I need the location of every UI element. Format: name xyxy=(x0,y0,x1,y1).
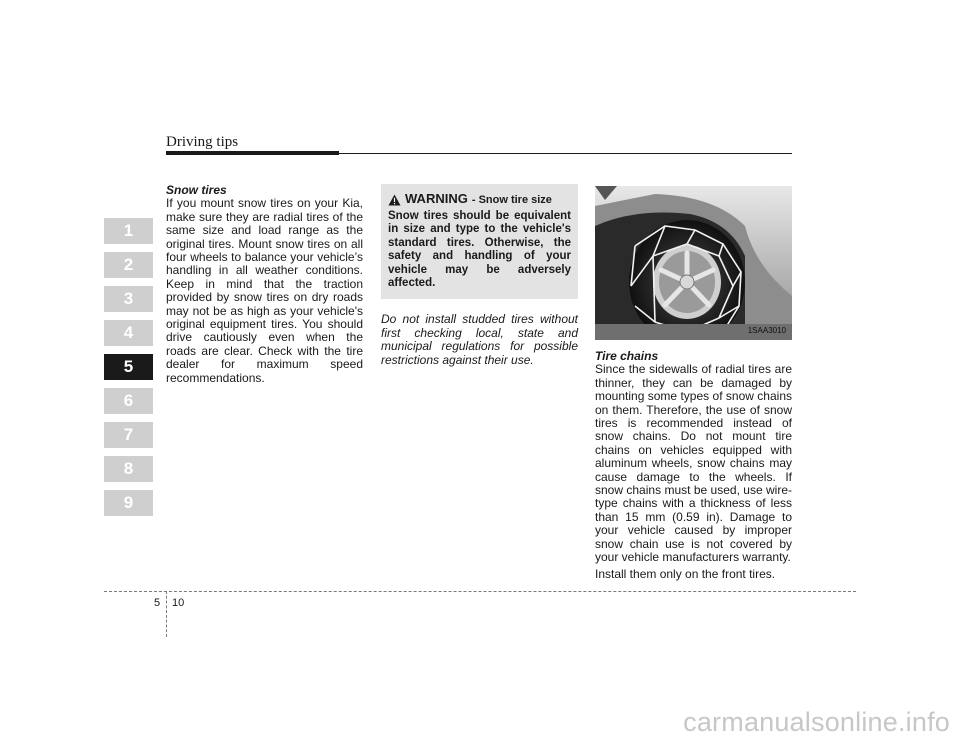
tire-chains-heading: Tire chains xyxy=(595,349,659,363)
tire-chains-body: Since the sidewalls of radial tires are thinner, they can be damaged by mounting some types of snow chains on them. Therefore, the use of snow tires is recommended instead of snow chains. Do not mount tire chains on vehicles equipped with aluminum wheels, snow chains may cause damage to the wheels. If snow chains must be used, use wire-type chains with a thickness of less than 15 mm (0.59 in). Damage to your vehicle caused by improper snow chain use is not covered by your vehicle manufacturers warranty. xyxy=(595,362,792,565)
studded-tires-note: Do not install studded tires without first checking local, state and municipal regulations for possible restrictions against their use. xyxy=(381,312,578,367)
footer-vertical-divider xyxy=(166,591,167,637)
snow-tires-heading: Snow tires xyxy=(166,183,227,197)
chapter-tab-9[interactable]: 9 xyxy=(104,490,153,516)
chapter-tab-6[interactable]: 6 xyxy=(104,388,153,414)
watermark: carmanualsonline.info xyxy=(683,707,950,737)
warning-text: Snow tires should be equivalent in size and type to the vehicle's standard tires. Otherwise, the safety and handling of your vehicle may be adversely affected. xyxy=(388,210,571,290)
header-rule-thin xyxy=(339,153,792,154)
tire-chain-illustration-icon xyxy=(595,186,792,340)
chapter-nav xyxy=(104,218,153,524)
column-tire-chains xyxy=(595,186,792,581)
warning-box xyxy=(381,184,578,299)
warning-triangle-icon xyxy=(388,194,401,206)
footer-chapter-number: 5 xyxy=(154,597,161,609)
column-snow-tires xyxy=(166,184,363,385)
warning-header xyxy=(388,192,571,207)
chapter-tab-7[interactable]: 7 xyxy=(104,422,153,448)
header-rule-thick xyxy=(166,151,339,155)
warning-label: WARNING xyxy=(405,191,468,206)
page-header-title: Driving tips xyxy=(166,134,239,150)
tire-chain-figure xyxy=(595,186,792,340)
column-warning xyxy=(381,184,578,367)
footer-page-number: 10 xyxy=(172,597,185,609)
figure-code: 1SAA3010 xyxy=(747,325,786,335)
chapter-tab-2[interactable]: 2 xyxy=(104,252,153,278)
chapter-tab-3[interactable]: 3 xyxy=(104,286,153,312)
warning-subject: - Snow tire size xyxy=(471,194,552,206)
chapter-tab-5[interactable]: 5 xyxy=(104,354,153,380)
tire-chains-install-note: Install them only on the front tires. xyxy=(595,566,776,581)
snow-tires-body: If you mount snow tires on your Kia, make sure they are radial tires of the same size and load range as the original tires. Mount snow tires on all four wheels to balance your vehicle’s handling in all weather conditions. Keep in mind that the traction provided by snow tires on dry roads may not be as high as your vehicle's original equipment tires. You should drive cautiously even when the roads are clear. Check with the tire dealer for maximum speed recommendations. xyxy=(166,196,363,385)
chapter-tab-4[interactable]: 4 xyxy=(104,320,153,346)
chapter-tab-1[interactable]: 1 xyxy=(104,218,153,244)
footer-divider xyxy=(104,591,856,592)
chapter-tab-8[interactable]: 8 xyxy=(104,456,153,482)
